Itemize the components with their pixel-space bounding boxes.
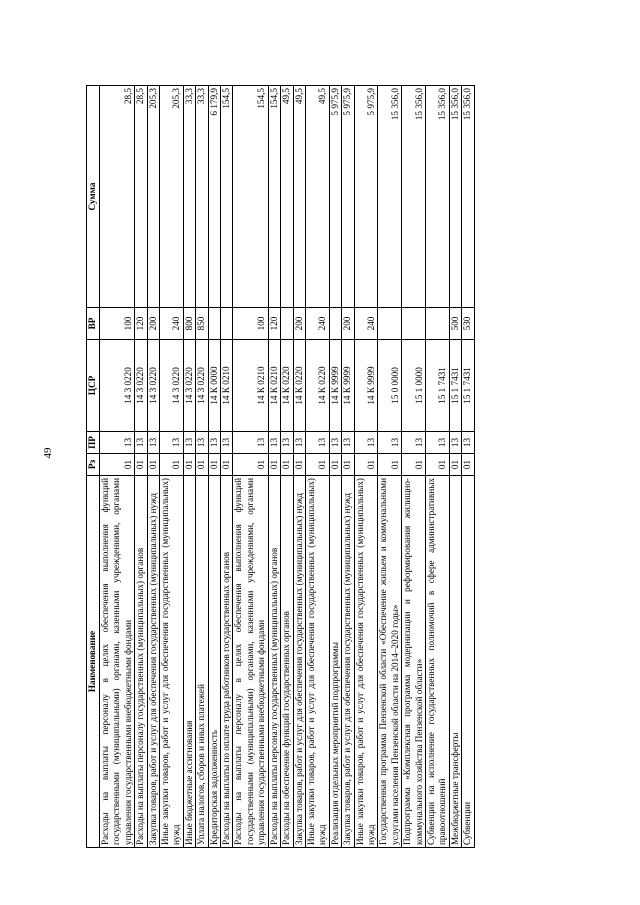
row-name-cell: Субвенции на исполнение государственных полномочий в сфере административных правоотношений xyxy=(425,476,449,848)
row-vr-cell xyxy=(221,308,233,340)
row-pr-cell: 13 xyxy=(449,432,461,454)
row-pr-cell: 13 xyxy=(281,432,293,454)
row-pr-cell: 13 xyxy=(305,432,329,454)
row-pr-cell: 13 xyxy=(183,432,195,454)
row-name-cell: Иные закупки товаров, работ и услуг для обеспечения государственных (муниципальных) нужд xyxy=(160,476,184,848)
row-sum-cell: 15 356,0 xyxy=(378,86,402,308)
row-rz-cell: 01 xyxy=(449,454,461,476)
row-name-cell: Расходы на выплаты персоналу в целях обеспечения выполнения функций государственными (муниципальными) органами, казенными учреждениями, органами управления государственными внебюджетными фондами xyxy=(233,476,268,848)
row-rz-cell: 01 xyxy=(183,454,195,476)
table-row xyxy=(449,86,461,848)
row-vr-cell xyxy=(281,308,293,340)
table-row xyxy=(354,86,378,848)
table-row xyxy=(208,86,220,848)
header-csr: ЦСР xyxy=(87,340,100,432)
row-pr-cell: 13 xyxy=(342,432,354,454)
row-rz-cell: 01 xyxy=(378,454,402,476)
rotated-table-wrapper xyxy=(86,86,588,848)
row-sum-cell: 33,3 xyxy=(196,86,208,308)
table-row xyxy=(196,86,208,848)
row-vr-cell: 120 xyxy=(268,308,280,340)
table-row xyxy=(233,86,268,848)
row-sum-cell: 205,3 xyxy=(160,86,184,308)
row-rz-cell: 01 xyxy=(221,454,233,476)
header-rz: Рз xyxy=(87,454,100,476)
row-csr-cell: 15 1 7431 xyxy=(425,340,449,432)
row-vr-cell: 120 xyxy=(135,308,147,340)
table-row xyxy=(378,86,402,848)
row-name-cell: Расходы на выплаты по оплате труда работников государственных органов xyxy=(221,476,233,848)
row-rz-cell: 01 xyxy=(196,454,208,476)
row-name-cell: Иные бюджетные ассигнования xyxy=(183,476,195,848)
row-name-cell: Иные закупки товаров, работ и услуг для обеспечения государственных (муниципальных) нужд xyxy=(305,476,329,848)
row-name-cell: Межбюджетные трансферты xyxy=(449,476,461,848)
row-pr-cell: 13 xyxy=(196,432,208,454)
row-sum-cell: 5 975,9 xyxy=(329,86,341,308)
row-name-cell: Государственная программа Пензенской области «Обеспечение жильем и коммунальными услугами населения Пензенской области на 2014–2020 годы» xyxy=(378,476,402,848)
row-pr-cell: 13 xyxy=(221,432,233,454)
row-rz-cell: 01 xyxy=(160,454,184,476)
table-header-row xyxy=(87,86,100,848)
row-pr-cell: 13 xyxy=(135,432,147,454)
header-pr: ПР xyxy=(87,432,100,454)
row-csr-cell: 15 1 7431 xyxy=(449,340,461,432)
table-row xyxy=(293,86,305,848)
table-row xyxy=(342,86,354,848)
row-csr-cell: 14 К 0220 xyxy=(305,340,329,432)
table-row xyxy=(305,86,329,848)
row-sum-cell: 5 975,9 xyxy=(342,86,354,308)
row-pr-cell: 13 xyxy=(233,432,268,454)
row-pr-cell: 13 xyxy=(293,432,305,454)
row-name-cell: Расходы на выплаты персоналу в целях обеспечения выполнения функций государственными (муниципальными) органами, казенными учреждениями, органами управления государственными внебюджетными фондами xyxy=(100,476,135,848)
row-vr-cell: 200 xyxy=(293,308,305,340)
row-rz-cell: 01 xyxy=(100,454,135,476)
page-number: 49 xyxy=(42,447,54,459)
row-rz-cell: 01 xyxy=(268,454,280,476)
row-rz-cell: 01 xyxy=(281,454,293,476)
table-row xyxy=(183,86,195,848)
row-sum-cell: 205,3 xyxy=(147,86,159,308)
row-sum-cell: 49,5 xyxy=(305,86,329,308)
row-sum-cell: 154,5 xyxy=(268,86,280,308)
row-pr-cell: 13 xyxy=(160,432,184,454)
row-vr-cell: 500 xyxy=(449,308,461,340)
row-pr-cell: 13 xyxy=(208,432,220,454)
row-sum-cell: 154,5 xyxy=(233,86,268,308)
row-vr-cell: 240 xyxy=(160,308,184,340)
table-row xyxy=(425,86,449,848)
row-rz-cell: 01 xyxy=(208,454,220,476)
row-pr-cell: 13 xyxy=(147,432,159,454)
row-pr-cell: 13 xyxy=(378,432,402,454)
row-rz-cell: 01 xyxy=(329,454,341,476)
row-csr-cell: 14 3 0220 xyxy=(183,340,195,432)
table-row xyxy=(402,86,426,848)
header-name: Наименование xyxy=(87,476,100,848)
row-name-cell: Кредиторская задолженность xyxy=(208,476,220,848)
row-csr-cell: 14 К 0220 xyxy=(293,340,305,432)
row-rz-cell: 01 xyxy=(293,454,305,476)
row-sum-cell: 15 356,0 xyxy=(402,86,426,308)
row-rz-cell: 01 xyxy=(402,454,426,476)
row-sum-cell: 28,5 xyxy=(100,86,135,308)
row-vr-cell xyxy=(329,308,341,340)
row-sum-cell: 33,3 xyxy=(183,86,195,308)
row-csr-cell: 14 К 0210 xyxy=(233,340,268,432)
row-csr-cell: 14 К 0000 xyxy=(208,340,220,432)
row-sum-cell: 15 356,0 xyxy=(462,86,474,308)
row-sum-cell: 49,5 xyxy=(293,86,305,308)
row-rz-cell: 01 xyxy=(425,454,449,476)
row-name-cell: Закупка товаров, работ и услуг для обеспечения государственных (муниципальных) нужд xyxy=(293,476,305,848)
row-sum-cell: 15 356,0 xyxy=(425,86,449,308)
table-body xyxy=(100,86,475,848)
row-pr-cell: 13 xyxy=(402,432,426,454)
row-csr-cell: 15 1 0000 xyxy=(402,340,426,432)
table-row xyxy=(268,86,280,848)
table-row xyxy=(100,86,135,848)
row-rz-cell: 01 xyxy=(305,454,329,476)
row-rz-cell: 01 xyxy=(462,454,474,476)
row-vr-cell: 850 xyxy=(196,308,208,340)
row-vr-cell: 100 xyxy=(233,308,268,340)
row-name-cell: Закупка товаров, работ и услуг для обеспечения государственных (муниципальных) нужд xyxy=(342,476,354,848)
row-pr-cell: 13 xyxy=(462,432,474,454)
row-vr-cell: 530 xyxy=(462,308,474,340)
row-name-cell: Расходы на выплаты персоналу государственных (муниципальных) органов xyxy=(135,476,147,848)
row-name-cell: Уплата налогов, сборов и иных платежей xyxy=(196,476,208,848)
row-sum-cell: 28,5 xyxy=(135,86,147,308)
table-row xyxy=(462,86,474,848)
row-rz-cell: 01 xyxy=(354,454,378,476)
row-sum-cell: 15 356,0 xyxy=(449,86,461,308)
row-csr-cell: 14 К 0220 xyxy=(281,340,293,432)
table-row xyxy=(281,86,293,848)
row-sum-cell: 154,5 xyxy=(221,86,233,308)
row-csr-cell: 14 К 0210 xyxy=(268,340,280,432)
row-rz-cell: 01 xyxy=(147,454,159,476)
row-rz-cell: 01 xyxy=(342,454,354,476)
row-csr-cell: 14 3 0220 xyxy=(160,340,184,432)
row-name-cell: Иные закупки товаров, работ и услуг для обеспечения государственных (муниципальных) нужд xyxy=(354,476,378,848)
row-csr-cell: 14 К 0210 xyxy=(221,340,233,432)
row-name-cell: Подпрограмма «Комплексная программа модернизации и реформирования жилищно-коммунального хозяйства Пензенской области» xyxy=(402,476,426,848)
row-vr-cell: 100 xyxy=(100,308,135,340)
row-pr-cell: 13 xyxy=(354,432,378,454)
row-name-cell: Закупка товаров, работ и услуг для обеспечения государственных (муниципальных) нужд xyxy=(147,476,159,848)
row-csr-cell: 14 К 9999 xyxy=(342,340,354,432)
header-sum: Сумма xyxy=(87,86,100,308)
row-csr-cell: 14 3 0220 xyxy=(147,340,159,432)
row-csr-cell: 14 К 9999 xyxy=(354,340,378,432)
row-vr-cell: 240 xyxy=(305,308,329,340)
row-rz-cell: 01 xyxy=(233,454,268,476)
row-pr-cell: 13 xyxy=(425,432,449,454)
row-sum-cell: 6 179,9 xyxy=(208,86,220,308)
row-csr-cell: 14 3 0220 xyxy=(100,340,135,432)
table-row xyxy=(221,86,233,848)
row-vr-cell xyxy=(378,308,402,340)
row-csr-cell: 14 К 9999 xyxy=(329,340,341,432)
row-vr-cell xyxy=(402,308,426,340)
row-name-cell: Субвенции xyxy=(462,476,474,848)
row-name-cell: Расходы на обеспечение функций государственных органов xyxy=(281,476,293,848)
row-name-cell: Реализация отдельных мероприятий подпрограммы xyxy=(329,476,341,848)
row-vr-cell: 200 xyxy=(147,308,159,340)
row-vr-cell xyxy=(208,308,220,340)
row-vr-cell: 240 xyxy=(354,308,378,340)
row-rz-cell: 01 xyxy=(135,454,147,476)
table-row xyxy=(147,86,159,848)
header-vr: ВР xyxy=(87,308,100,340)
row-name-cell: Расходы на выплаты персоналу государственных (муниципальных) органов xyxy=(268,476,280,848)
row-csr-cell: 15 1 7431 xyxy=(462,340,474,432)
table-row xyxy=(135,86,147,848)
row-sum-cell: 5 975,9 xyxy=(354,86,378,308)
row-vr-cell: 200 xyxy=(342,308,354,340)
row-sum-cell: 49,5 xyxy=(281,86,293,308)
budget-table xyxy=(86,85,475,848)
row-pr-cell: 13 xyxy=(268,432,280,454)
table-row xyxy=(160,86,184,848)
row-vr-cell xyxy=(425,308,449,340)
row-csr-cell: 14 3 0220 xyxy=(196,340,208,432)
row-vr-cell: 800 xyxy=(183,308,195,340)
row-pr-cell: 13 xyxy=(100,432,135,454)
row-csr-cell: 15 0 0000 xyxy=(378,340,402,432)
row-csr-cell: 14 3 0220 xyxy=(135,340,147,432)
table-row xyxy=(329,86,341,848)
row-pr-cell: 13 xyxy=(329,432,341,454)
